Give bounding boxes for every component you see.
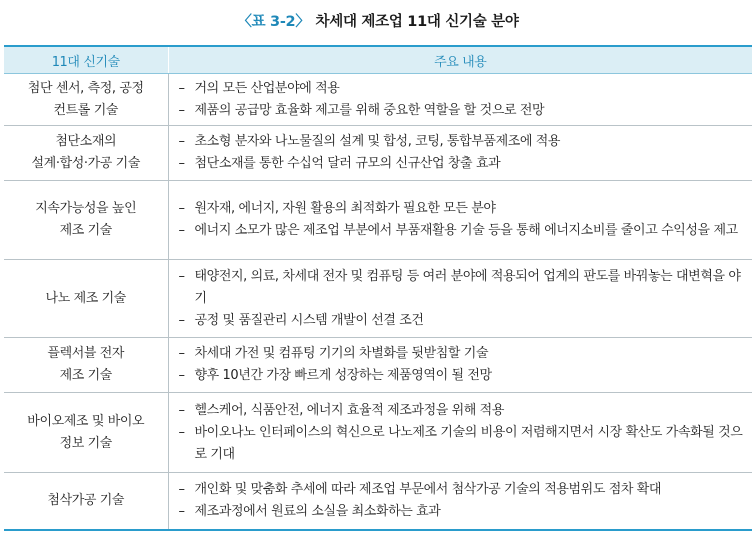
technology-name: 첨단 센서, 측정, 공정 컨트롤 기술 — [4, 74, 168, 126]
list-item: – 원자재, 에너지, 자원 활용의 최적화가 필요한 모든 분야 — [179, 198, 747, 220]
list-item: – 향후 10년간 가장 빠르게 성장하는 제품영역이 될 전망 — [179, 365, 747, 387]
list-item: – 제품의 공급망 효율화 제고를 위해 중요한 역할을 할 것으로 전망 — [179, 100, 747, 122]
content-list — [179, 343, 747, 387]
technology-content — [168, 338, 752, 393]
list-item: – 첨단소재를 통한 수십억 달러 규모의 신규산업 창출 효과 — [179, 153, 747, 175]
technology-content — [168, 181, 752, 260]
table-body — [4, 74, 752, 530]
list-item: – 바이오나노 인터페이스의 혁신으로 나노제조 기술의 비용이 저렴해지면서 시장 확산도 가속화될 것으로 기대 — [179, 422, 747, 466]
technology-content — [168, 74, 752, 126]
header-row — [4, 46, 752, 74]
caption-title: 차세대 제조업 11대 신기술 분야 — [315, 14, 519, 30]
header-technology: 11대 신기술 — [4, 46, 168, 74]
table-row — [4, 181, 752, 260]
technology-content — [168, 473, 752, 530]
content-list — [179, 479, 747, 523]
technology-content — [168, 260, 752, 338]
list-item: – 공정 및 품질관리 시스템 개발이 선결 조건 — [179, 310, 747, 332]
table-row — [4, 473, 752, 530]
table-row — [4, 393, 752, 473]
list-item: – 태양전지, 의료, 차세대 전자 및 컴퓨팅 등 여러 분야에 적용되어 업계의 판도를 바꿔놓는 대변혁을 야기 — [179, 266, 747, 310]
technology-name: 지속가능성을 높인 제조 기술 — [4, 181, 168, 260]
table-row — [4, 260, 752, 338]
list-item: – 에너지 소모가 많은 제조업 부분에서 부품재활용 기술 등을 통해 에너지소비를 줄이고 수익성을 제고 — [179, 220, 747, 242]
technology-name: 플렉서블 전자 제조 기술 — [4, 338, 168, 393]
content-list — [179, 198, 747, 242]
table-row — [4, 74, 752, 126]
table-row — [4, 126, 752, 181]
content-list — [179, 266, 747, 332]
technology-name: 바이오제조 및 바이오 정보 기술 — [4, 393, 168, 473]
technology-name: 첨단소재의 설계·합성·가공 기술 — [4, 126, 168, 181]
list-item: – 헬스케어, 식품안전, 에너지 효율적 제조과정을 위해 적용 — [179, 400, 747, 422]
technology-content — [168, 126, 752, 181]
table-caption — [0, 10, 756, 31]
table-row — [4, 338, 752, 393]
content-list — [179, 131, 747, 175]
technology-name: 첨삭가공 기술 — [4, 473, 168, 530]
technology-table — [4, 45, 752, 531]
list-item: – 초소형 분자와 나노물질의 설계 및 합성, 코팅, 통합부품제조에 적용 — [179, 131, 747, 153]
list-item: – 거의 모든 산업분야에 적용 — [179, 78, 747, 100]
content-list — [179, 400, 747, 466]
list-item: – 개인화 및 맞춤화 추세에 따라 제조업 부문에서 첨삭가공 기술의 적용범위도 점차 확대 — [179, 479, 747, 501]
table-header — [4, 46, 752, 74]
technology-content — [168, 393, 752, 473]
caption-tag: 〈표 3-2〉 — [237, 14, 310, 30]
header-contents: 주요 내용 — [168, 46, 752, 74]
list-item: – 차세대 가전 및 컴퓨팅 기기의 차별화를 뒷받침할 기술 — [179, 343, 747, 365]
list-item: – 제조과정에서 원료의 소실을 최소화하는 효과 — [179, 501, 747, 523]
technology-name: 나노 제조 기술 — [4, 260, 168, 338]
content-list — [179, 78, 747, 122]
